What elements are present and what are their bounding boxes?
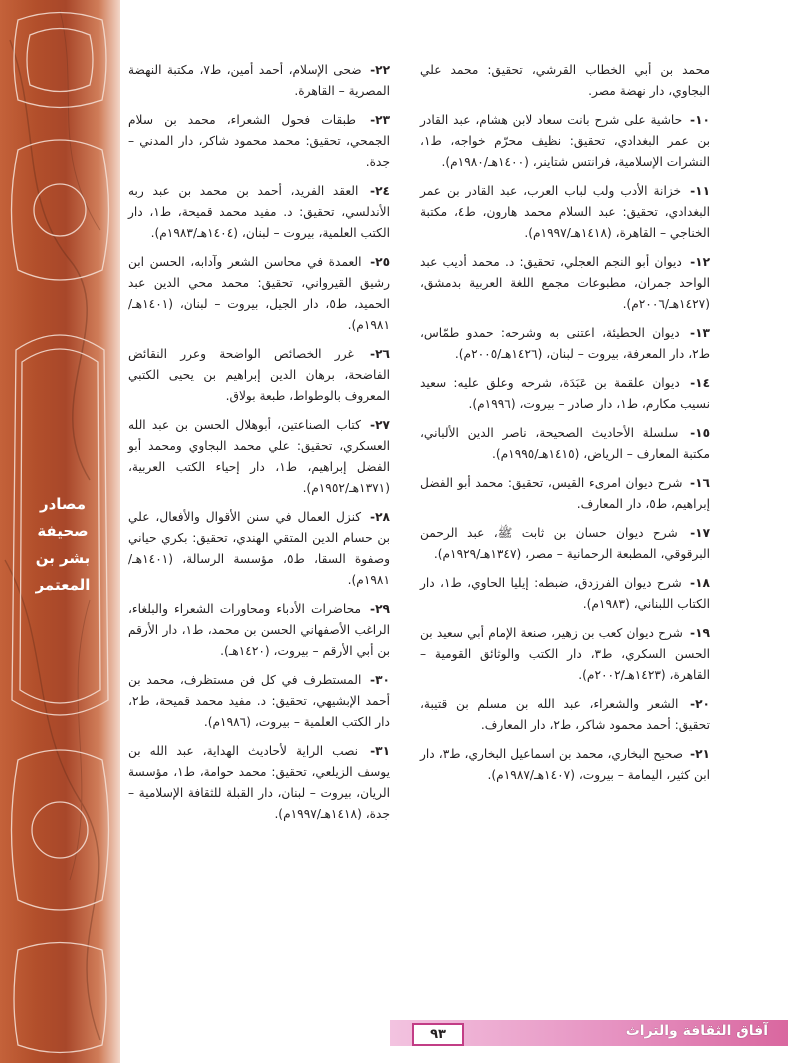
page-number: ٩٣ — [412, 1023, 464, 1046]
reference-text: سلسلة الأحاديث الصحيحة، ناصر الدين الألباني، مكتبة المعارف – الرياض، (١٤١٥هـ/١٩٩٥م). — [420, 426, 710, 461]
reference-text: حاشية على شرح بانت سعاد لابن هشام، عبد القادر بن عمر البغدادي، تحقيق: نظيف محرّم خواجه، ط١، النشرات الإسلامية، فرانتس شتاينر، (١٤٠٠هـ/١٩٨٠م). — [420, 113, 710, 169]
reference-number: ٢٤- — [370, 184, 390, 198]
reference-number: ٢٠- — [690, 697, 710, 711]
references-column-right — [420, 60, 710, 794]
reference-number: ١٨- — [690, 576, 710, 590]
reference-text: الشعر والشعراء، عبد الله بن مسلم بن قتيبة، تحقيق: أحمد محمود شاكر، ط٢، دار المعارف. — [420, 697, 710, 732]
reference-entry — [420, 473, 710, 515]
reference-entry — [128, 670, 390, 733]
reference-number: ١٦- — [690, 476, 710, 490]
reference-text: كتاب الصناعتين، أبوهلال الحسن بن عبد الله العسكري، تحقيق: علي محمد البجاوي ومحمد أبو الفضل إبراهيم، ط١، دار إحياء الكتب العربية، (١٣٧١هـ/١٩٥٢م). — [128, 418, 391, 495]
reference-text: خزانة الأدب ولب لباب العرب، عبد القادر بن عمر البغدادي، تحقيق: عبد السلام محمد هارون، ط٤، مكتبة الخناجي – القاهرة، (١٤١٨هـ/١٩٩٧م). — [420, 184, 710, 240]
reference-entry — [420, 623, 710, 686]
section-title-vertical — [22, 470, 104, 620]
reference-text: ديوان أبو النجم العجلي، تحقيق: د. محمد أديب عبد الواحد جمران، مطبوعات مجمع اللغة العربية بدمشق، (١٤٢٧هـ/٢٠٠٦م). — [420, 255, 710, 311]
reference-entry — [420, 423, 710, 465]
reference-number: ٣٠- — [370, 673, 390, 687]
reference-entry — [128, 599, 390, 662]
reference-entry — [420, 323, 710, 365]
reference-entry — [420, 523, 710, 565]
reference-number: ٢٩- — [370, 602, 390, 616]
reference-number: ٢٦- — [370, 347, 390, 361]
reference-entry — [420, 181, 710, 244]
magazine-title: آفاق الثقافة والتراث — [625, 1023, 768, 1039]
reference-number: ٢٣- — [370, 113, 391, 127]
reference-text: شرح ديوان كعب بن زهير، صنعة الإمام أبي سعيد بن الحسن السكري، ط٣، دار الكتب والوثائق القومية – القاهرة، (١٤٢٣هـ/٢٠٠٢م). — [420, 626, 710, 682]
reference-number: ١٧- — [690, 526, 711, 540]
reference-text: شرح ديوان امرىء القيس، تحقيق: محمد أبو الفضل إبراهيم، ط٥، دار المعارف. — [420, 476, 710, 511]
reference-text: ديوان علقمة بن عَبَدَة، شرحه وعلق عليه: سعيد نسيب مكارم، ط١، دار صادر – بيروت، (١٩٩٦م). — [420, 376, 710, 411]
reference-text: صحيح البخاري، محمد بن اسماعيل البخاري، ط٣، دار ابن كثير، اليمامة – بيروت، (١٤٠٧هـ/١٩٨٧م). — [420, 747, 710, 782]
reference-text: ديوان الحطيئة، اعتنى به وشرحه: حمدو طمّاس، ط٢، دار المعرفة، بيروت – لبنان، (١٤٢٦هـ/٢٠٠٥م). — [420, 326, 710, 361]
reference-entry — [128, 741, 390, 825]
reference-number: ١٠- — [690, 113, 710, 127]
reference-text: طبقات فحول الشعراء، محمد بن سلام الجمحي، تحقيق: محمد محمود شاكر، دار المدني – جدة. — [128, 113, 390, 169]
reference-entry — [128, 110, 390, 173]
reference-text: شرح ديوان حسان بن ثابت ﷺ، عبد الرحمن البرقوقي، المطبعة الرحمانية – مصر، (١٣٤٧هـ/١٩٢٩م). — [420, 526, 710, 561]
reference-text: نصب الراية لأحاديث الهداية، عبد الله بن يوسف الزيلعي، تحقيق: محمد حوامة، ط١، مؤسسة الريان، بيروت – لبنان، دار القبلة للثقافة الإسلامية – جدة، (١٤١٨هـ/١٩٩٧م). — [128, 744, 390, 821]
reference-number: ١٣- — [690, 326, 710, 340]
reference-number: ١٢- — [690, 255, 711, 269]
reference-number: ١٤- — [690, 376, 711, 390]
reference-text: محمد بن أبي الخطاب القرشي، تحقيق: محمد علي البجاوي، دار نهضة مصر. — [420, 63, 710, 98]
decorative-side-band — [0, 0, 120, 1063]
reference-text: كنزل العمال في سنن الأقوال والأفعال، علي بن حسام الدين المتقي الهندي، تحقيق: بكري حياني وصفوة السقا، ط٥، مؤسسة الرسالة، (١٤٠١هـ/١٩٨١م). — [128, 510, 390, 587]
reference-entry — [128, 415, 390, 499]
reference-entry — [420, 110, 710, 173]
reference-entry — [420, 373, 710, 415]
reference-number: ٢٢- — [370, 63, 391, 77]
reference-entry — [420, 573, 710, 615]
section-title-line-2: صحيفة — [37, 522, 89, 540]
reference-number: ٢١- — [690, 747, 710, 761]
reference-text: العمدة في محاسن الشعر وآدابه، الحسن ابن رشيق القيرواني، تحقيق: محمد محي الدين عبد الحميد، ط٥، دار الجيل، بيروت – لبنان، (١٤٠١هـ/١٩٨١م). — [128, 255, 390, 332]
reference-text: محاضرات الأدباء ومحاورات الشعراء والبلغاء، الراغب الأصفهاني الحسن بن محمد، ط١، دار الأرقم بن أبي الأرقم – بيروت، (١٤٢٠هـ). — [128, 602, 391, 658]
reference-number: ١١- — [690, 184, 711, 198]
reference-number: ١٥- — [690, 426, 711, 440]
section-title-line-4: المعتمر — [35, 576, 91, 594]
reference-entry — [420, 694, 710, 736]
section-title-line-3: بشر بن — [35, 549, 91, 567]
reference-entry — [420, 744, 710, 786]
reference-entry — [128, 507, 390, 591]
reference-entry — [420, 252, 710, 315]
reference-number: ١٩- — [690, 626, 710, 640]
reference-text: ضحى الإسلام، أحمد أمين، ط٧، مكتبة النهضة المصرية – القاهرة. — [128, 63, 390, 98]
reference-text: شرح ديوان الفرزدق، ضبطه: إيليا الحاوي، ط١، دار الكتاب اللبناني، (١٩٨٣م). — [420, 576, 710, 611]
page-footer-bar — [390, 1020, 788, 1046]
reference-entry — [420, 60, 710, 102]
reference-number: ٢٥- — [370, 255, 391, 269]
reference-number: ٢٧- — [370, 418, 390, 432]
reference-entry — [128, 252, 390, 336]
reference-entry — [128, 60, 390, 102]
references-column-left — [128, 60, 390, 833]
reference-text: العقد الفريد، أحمد بن محمد بن عبد ربه الأندلسي، تحقيق: د. مفيد محمد قميحة، ط١، دار الكتب العلمية، بيروت – لبنان، (١٤٠٤هـ/١٩٨٣م). — [128, 184, 391, 240]
reference-text: غرر الخصائص الواضحة وعرر النقائض الفاضحة، برهان الدين إبراهيم بن يحيى الكتبي المعروف بالوطواط، طبعة بولاق. — [128, 347, 390, 403]
reference-number: ٢٨- — [370, 510, 390, 524]
reference-entry — [128, 344, 390, 407]
reference-entry — [128, 181, 390, 244]
section-title-line-1: مصادر — [39, 495, 87, 513]
reference-text: المستطرف في كل فن مستظرف، محمد بن أحمد الإبشيهي، تحقيق: د. مفيد محمد قميحة، ط٢، دار الكتب العلمية – بيروت، (١٩٨٦م). — [128, 673, 390, 729]
reference-number: ٣١- — [370, 744, 391, 758]
